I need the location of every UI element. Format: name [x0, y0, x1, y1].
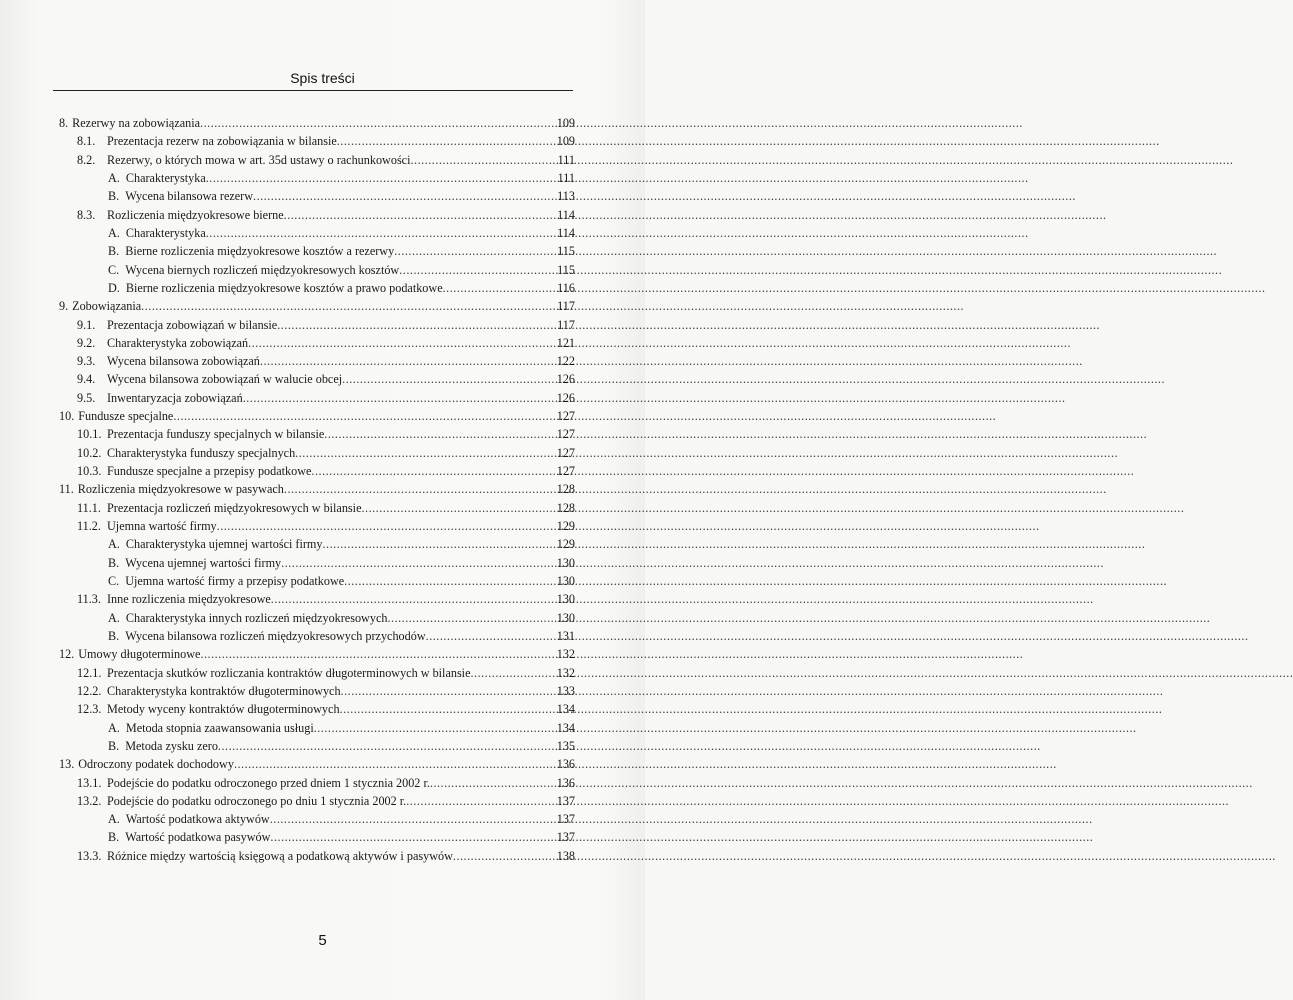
- toc-entry-page: 117: [557, 299, 575, 314]
- toc-entry-page: 113: [557, 189, 575, 204]
- toc-entry-number: 8.: [59, 116, 69, 130]
- toc-entry-title: Wartość podatkowa aktywów: [125, 812, 270, 827]
- toc-entry-number: 9.5.: [77, 390, 96, 405]
- toc-dot-leader: [341, 682, 556, 700]
- toc-entry-number: A.: [108, 170, 120, 185]
- toc-entry: [77, 334, 575, 352]
- toc-dot-leader: [406, 792, 556, 810]
- toc-dot-leader: [314, 719, 556, 737]
- toc-entry-number: 11.2.: [77, 519, 101, 534]
- toc-entry-title: Podejście do podatku odroczonego przed dniem 1 stycznia 2002 r.: [107, 775, 430, 790]
- toc-dot-leader: [344, 572, 556, 590]
- toc-entry-title: Fundusze specjalne: [78, 409, 174, 424]
- toc-dot-leader: [284, 206, 557, 224]
- toc-entry-page: 134: [556, 702, 575, 717]
- toc-dot-leader: [200, 645, 555, 663]
- toc-entry-title: Fundusze specjalne a przepisy podatkowe: [107, 464, 312, 479]
- toc-entry: [77, 590, 575, 608]
- toc-entry: [77, 682, 575, 700]
- toc-entry-page: 130: [556, 555, 575, 570]
- toc-entry-title: Rezerwy na zobowiązania: [72, 116, 201, 130]
- toc-entry-page: 117: [557, 317, 575, 332]
- toc-entry-title: Wycena ujemnej wartości firmy: [125, 555, 282, 570]
- toc-entry: [77, 774, 575, 792]
- toc-entry-number: 12.: [59, 647, 75, 662]
- toc-entry: [108, 737, 575, 755]
- toc-entry-page: 115: [557, 244, 575, 259]
- toc-entry: [77, 425, 575, 443]
- toc-entry-title: Prezentacja funduszy specjalnych w bilansie: [107, 427, 325, 442]
- toc-dot-leader: [443, 279, 557, 297]
- toc-entry-page: 137: [556, 812, 575, 827]
- page-header-title: Spis treści: [290, 70, 355, 86]
- toc-dot-leader: [453, 847, 556, 865]
- toc-entry-title: Rezerwy, o których mowa w art. 35d ustawy o rachunkowości: [107, 152, 411, 167]
- toc-entry-page: 127: [556, 409, 575, 424]
- toc-entry-page: 127: [556, 445, 575, 460]
- toc-dot-leader: [206, 169, 557, 187]
- toc-entry: [59, 407, 575, 425]
- toc-entry-number: 11.1.: [77, 500, 101, 515]
- toc-entry: [108, 224, 575, 242]
- toc-entry-page: 121: [556, 335, 575, 350]
- toc-entry-number: 12.1.: [77, 665, 102, 680]
- toc-dot-leader: [281, 554, 556, 572]
- toc-entry-number: A.: [108, 610, 120, 625]
- toc-entry-number: 13.1.: [77, 775, 102, 790]
- toc-entry-page: 129: [556, 537, 575, 552]
- toc-entry-number: B.: [108, 738, 120, 753]
- toc-entry: [108, 719, 575, 737]
- toc-entry-title: Różnice między wartością księgową a podatkową aktywów i pasywów: [107, 848, 453, 863]
- toc-entry-title: Prezentacja zobowiązań w bilansie: [107, 317, 278, 332]
- toc-entry-page: 127: [556, 427, 575, 442]
- toc-entry-page: 116: [557, 280, 575, 295]
- toc-entry-title: Charakterystyka zobowiązań: [107, 335, 249, 350]
- toc-entry: [77, 316, 575, 334]
- toc-dot-leader: [260, 352, 556, 370]
- toc-entry-page: 131: [556, 628, 575, 643]
- toc-entry-title: Charakterystyka innych rozliczeń międzyokresowych: [125, 610, 388, 625]
- book-page: [0, 0, 645, 1000]
- toc-entry-page: 132: [556, 665, 575, 680]
- toc-dot-leader: [387, 609, 555, 627]
- toc-entry-number: 9.2.: [77, 335, 96, 350]
- toc-entry-number: B.: [108, 244, 120, 259]
- toc-dot-leader: [410, 151, 556, 169]
- toc-entry: [108, 261, 575, 279]
- toc-entry: [108, 554, 575, 572]
- toc-entry: [59, 755, 575, 773]
- toc-entry: [77, 132, 575, 150]
- toc-dot-leader: [277, 316, 556, 334]
- toc-dot-leader: [234, 755, 556, 773]
- toc-entry: [77, 847, 575, 865]
- toc-entry-page: 137: [556, 830, 575, 845]
- toc-entry-number: 10.: [59, 409, 75, 424]
- toc-entry-title: Prezentacja rezerw na zobowiązania w bilansie: [107, 134, 337, 149]
- toc-entry: [108, 828, 575, 846]
- toc-entry-title: Inne rozliczenia międzyokresowe: [107, 592, 271, 607]
- page-number: 5: [318, 932, 327, 949]
- toc-entry-page: 115: [557, 262, 575, 277]
- toc-entry-number: 13.3.: [77, 848, 102, 863]
- toc-entry-number: 12.3.: [77, 702, 102, 717]
- toc-entry-number: 9.: [59, 299, 69, 314]
- toc-dot-leader: [271, 590, 556, 608]
- toc-entry-page: 132: [556, 647, 575, 662]
- toc-entry: [108, 627, 575, 645]
- toc-dot-leader: [284, 480, 556, 498]
- toc-entry-page: 127: [556, 464, 575, 479]
- toc-entry-page: 126: [556, 390, 575, 405]
- toc-entry-title: Metody wyceny kontraktów długoterminowych: [107, 702, 340, 717]
- toc-entry-page: 134: [556, 720, 575, 735]
- toc-entry-title: Wartość podatkowa pasywów: [125, 830, 271, 845]
- toc-entry-number: B.: [108, 555, 120, 570]
- toc-entry-number: 13.: [59, 757, 75, 772]
- toc-entry: [108, 187, 575, 205]
- toc-entry: [77, 352, 575, 370]
- toc-entry-page: 129: [556, 519, 575, 534]
- toc-entry: [77, 517, 575, 535]
- toc-dot-leader: [311, 462, 555, 480]
- toc-entry-title: Metoda stopnia zaawansowania usługi: [125, 720, 314, 735]
- toc-entry: [77, 792, 575, 810]
- toc-entry-title: Prezentacja rozliczeń międzyokresowych w bilansie: [107, 500, 362, 515]
- toc-entry-page: 130: [556, 574, 575, 588]
- toc-entry-page: 128: [556, 482, 575, 497]
- toc-entry-page: 109: [556, 116, 575, 130]
- toc-entry-page: 133: [556, 683, 575, 698]
- toc-entry-page: 136: [556, 775, 575, 790]
- toc-entry: [108, 279, 575, 297]
- toc-entry-number: 11.3.: [77, 592, 101, 607]
- toc-entry-page: 109: [556, 134, 575, 149]
- toc-entry-page: 135: [556, 738, 575, 753]
- toc-entry-title: Rozliczenia międzyokresowe w pasywach: [77, 482, 284, 497]
- toc-entry-title: Wycena bilansowa zobowiązań: [107, 354, 260, 369]
- toc-entry-page: 111: [557, 170, 575, 185]
- toc-entry-number: 13.2.: [77, 793, 102, 808]
- toc-dot-leader: [243, 389, 556, 407]
- toc-dot-leader: [141, 297, 556, 315]
- toc-dot-leader: [206, 224, 556, 242]
- toc-entry-title: Prezentacja skutków rozliczania kontraktów długoterminowych w bilansie: [107, 665, 471, 680]
- toc-entry-page: 136: [556, 757, 575, 772]
- toc-entry: [77, 664, 575, 682]
- toc-entry-page: 130: [556, 592, 575, 607]
- toc-entry-title: Ujemna wartość firmy a przepisy podatkowe: [125, 574, 345, 588]
- toc-entry-number: 10.1.: [77, 427, 102, 442]
- toc-entry: [59, 297, 575, 315]
- toc-entry-title: Odroczony podatek dochodowy: [78, 757, 234, 772]
- toc-entry-number: A.: [108, 225, 120, 240]
- toc-dot-leader: [394, 242, 556, 260]
- toc-dot-leader: [470, 664, 555, 682]
- toc-dot-leader: [270, 828, 555, 846]
- toc-dot-leader: [340, 700, 556, 718]
- toc-entry-number: A.: [108, 720, 120, 735]
- toc-entry-page: 114: [557, 207, 575, 222]
- toc-entry-title: Charakterystyka kontraktów długoterminowych: [107, 683, 341, 698]
- toc-dot-leader: [295, 444, 556, 462]
- toc-dot-leader: [173, 407, 555, 425]
- toc-entry: [108, 242, 575, 260]
- toc-entry-page: 137: [556, 793, 575, 808]
- toc-dot-leader: [217, 517, 556, 535]
- toc-entry-number: B.: [108, 628, 120, 643]
- toc-entry-title: Bierne rozliczenia międzyokresowe kosztów a prawo podatkowe: [125, 280, 443, 295]
- toc-dot-leader: [361, 499, 555, 517]
- toc-entry-number: 12.2.: [77, 683, 102, 698]
- toc-dot-leader: [323, 535, 556, 553]
- toc-entry-title: Wycena bilansowa zobowiązań w walucie obcej: [107, 372, 343, 387]
- toc-dot-leader: [270, 810, 556, 828]
- toc-dot-leader: [337, 132, 556, 150]
- toc-entry-number: A.: [108, 537, 120, 552]
- toc-dot-leader: [430, 774, 556, 792]
- toc-entry-page: 114: [557, 225, 575, 240]
- toc-entry: [59, 645, 575, 663]
- toc-entry: [108, 572, 575, 590]
- toc-entry-page: 126: [556, 372, 575, 387]
- toc-entry: [108, 609, 575, 627]
- toc-entry-title: Wycena bilansowa rezerw: [125, 189, 254, 204]
- toc-entry-title: Wycena biernych rozliczeń międzyokresowych kosztów: [125, 262, 400, 277]
- toc-dot-leader: [324, 425, 555, 443]
- toc-entry-page: 138: [556, 848, 575, 863]
- toc-entry-title: Metoda zysku zero: [125, 738, 218, 753]
- toc-entry-number: 9.1.: [77, 317, 96, 332]
- toc-entry-page: 122: [556, 354, 575, 369]
- toc-dot-leader: [218, 737, 556, 755]
- toc-entry-title: Charakterystyka: [125, 225, 206, 240]
- toc-entry-title: Rozliczenia międzyokresowe bierne: [107, 207, 284, 222]
- toc-entry-number: D.: [108, 280, 120, 295]
- toc-entry: [77, 499, 575, 517]
- toc-entry-title: Inwentaryzacja zobowiązań: [107, 390, 243, 405]
- toc-entry-number: 8.3.: [77, 207, 96, 222]
- toc-dot-leader: [399, 261, 556, 279]
- toc-entry: [59, 480, 575, 498]
- toc-entry-number: C.: [108, 574, 120, 588]
- toc-entry-number: 9.3.: [77, 354, 96, 369]
- toc-entry: [77, 370, 575, 388]
- toc-entry-number: 9.4.: [77, 372, 96, 387]
- toc-entry-number: A.: [108, 812, 120, 827]
- toc-entry-number: 10.2.: [77, 445, 102, 460]
- toc-entry: [108, 810, 575, 828]
- toc-entry: [77, 462, 575, 480]
- toc-entry-number: 10.3.: [77, 464, 102, 479]
- toc-entry-title: Charakterystyka ujemnej wartości firmy: [125, 537, 323, 552]
- toc-entry-page: 128: [556, 500, 575, 515]
- toc-dot-leader: [342, 370, 556, 388]
- toc-dot-leader: [426, 627, 556, 645]
- toc-entry: [77, 444, 575, 462]
- toc-entry-title: Charakterystyka funduszy specjalnych: [107, 445, 296, 460]
- toc-entry-title: Bierne rozliczenia międzyokresowe kosztów a rezerwy: [125, 244, 395, 259]
- toc-entry-page: 111: [557, 152, 575, 167]
- toc-entry-title: Charakterystyka: [125, 170, 206, 185]
- toc-entry-number: 8.2.: [77, 152, 96, 167]
- toc-entry-title: Ujemna wartość firmy: [107, 519, 217, 534]
- toc-entry: [108, 169, 575, 187]
- toc-entry-title: Wycena bilansowa rozliczeń międzyokresowych przychodów: [125, 628, 426, 643]
- toc-entry: [108, 535, 575, 553]
- toc-entry-number: 8.1.: [77, 134, 96, 149]
- toc-dot-leader: [253, 187, 556, 205]
- toc-entry-page: 130: [556, 610, 575, 625]
- toc-entry-number: B.: [108, 189, 120, 204]
- toc-dot-leader: [248, 334, 556, 352]
- toc-entry: [77, 206, 575, 224]
- toc-entry-title: Zobowiązania: [72, 299, 142, 314]
- toc-entry: [59, 114, 575, 132]
- toc-entry: [77, 389, 575, 407]
- toc-entry-title: Podejście do podatku odroczonego po dniu 1 stycznia 2002 r.: [107, 793, 407, 808]
- toc-entry-number: 11.: [59, 482, 74, 497]
- toc-entry: [77, 700, 575, 718]
- header-rule: [53, 90, 573, 91]
- toc-entry-number: C.: [108, 262, 120, 277]
- toc-entry-title: Umowy długoterminowe: [78, 647, 201, 662]
- toc-entry: [77, 151, 575, 169]
- toc-entry-number: B.: [108, 830, 120, 845]
- toc-dot-leader: [200, 114, 556, 132]
